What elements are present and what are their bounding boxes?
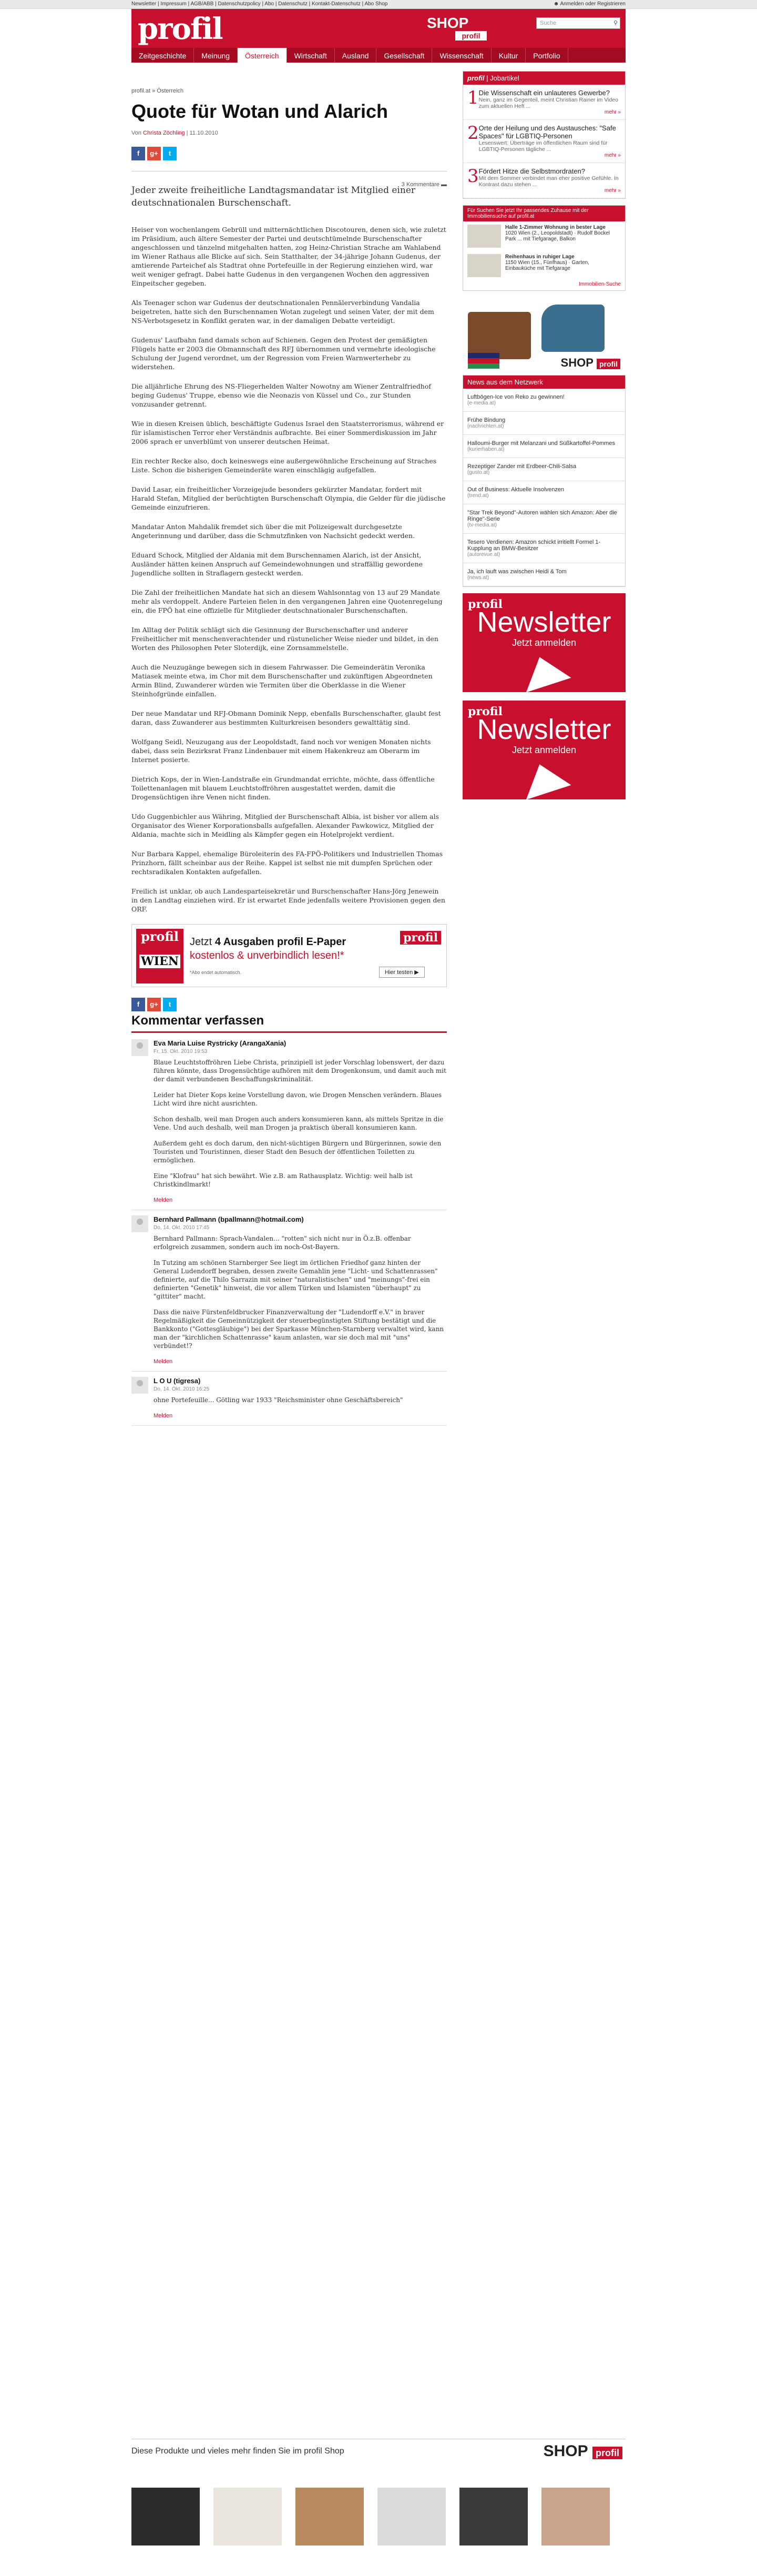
listing-image <box>467 254 501 277</box>
article-paragraph: Die alljährliche Ehrung des NS-Fliegerhelden Walter Nowotny am Wiener Zentralfriedhof beging Gudenus' Truppe, ebenso wie die Neonazis von Küssel und Co., zur Stunden vonzusander getrennt. <box>131 382 431 408</box>
googleplus-share-button[interactable]: g+ <box>147 998 161 1011</box>
article-paragraph: Mandatar Anton Mahdalik fremdet sich über die mit Polizeigewalt durchgesetzte Angeterinnung und darüber, dass die Schmutzfinken von Nachsicht gedeckt werden. <box>131 523 415 540</box>
utility-link-abo-shop[interactable]: Abo Shop <box>364 1 388 7</box>
facebook-share-button[interactable]: f <box>131 147 145 160</box>
newsletter-title: Newsletter <box>477 606 611 638</box>
shop-strip-title: Diese Produkte und vieles mehr finden Sie im profil Shop <box>131 2447 344 2456</box>
news-title: Ja, ich lauft was zwischen Heidi & Tom <box>467 569 567 575</box>
real-estate-listing[interactable] <box>463 221 625 251</box>
epaper-promo[interactable] <box>131 924 447 987</box>
report-comment-link[interactable]: Melden <box>154 1413 173 1419</box>
network-news-item[interactable] <box>463 435 625 458</box>
shop-badge-label: SHOP <box>427 15 469 31</box>
shop-strip-logo[interactable] <box>544 2442 622 2460</box>
utility-link-datenschutz[interactable]: Datenschutz <box>278 1 308 7</box>
listing-image <box>467 225 501 248</box>
article-paragraph: Wie in diesen Kreisen üblich, beschäftigte Gudenus Israel den Staatsterrorismus, während er für islamistischen Terror eher Verständnis aufbrachte. Bei einer Sommerdiskussion im Jahr 2006 sprach er unverblümt von unserer deutschen Heimat. <box>131 420 444 445</box>
comments-divider <box>131 1031 447 1033</box>
rank-number: 2 <box>467 123 479 144</box>
immobilien-suche-link[interactable]: Immobilien-Suche <box>578 281 621 287</box>
comments-heading: Kommentar verfassen <box>131 1013 264 1028</box>
newsletter-title: Newsletter <box>477 714 611 745</box>
utility-link-agb[interactable]: AGB/ABB <box>190 1 214 7</box>
rank-number: 1 <box>467 87 479 108</box>
more-link[interactable]: mehr » <box>604 188 621 194</box>
paper-plane-icon <box>517 757 571 799</box>
product-item[interactable] <box>459 2488 528 2545</box>
network-news-item[interactable] <box>463 504 625 534</box>
news-title: Out of Business: Aktuelle Insolvenzen <box>467 486 565 493</box>
newsletter-banner[interactable] <box>463 701 626 799</box>
nav-item-kultur[interactable]: Kultur <box>492 48 526 63</box>
report-comment-link[interactable]: Melden <box>154 1197 173 1203</box>
utility-link-newsletter[interactable]: Newsletter <box>131 1 157 7</box>
product-item[interactable] <box>377 2488 446 2545</box>
top-article-text: Mit dem Sommer verbindet man eher positive Gefühle. In Kontrast dazu stehen ... <box>478 175 619 188</box>
epaper-headline <box>190 936 346 948</box>
comment-author[interactable]: Eva Maria Luise Rystricky (ArangaXania) <box>154 1039 287 1047</box>
news-source: (kurierhaben.at) <box>467 447 505 452</box>
shop-strip <box>131 2439 626 2576</box>
listing-title: Halle 1-Zimmer Wohnung in bester Lage <box>505 225 606 230</box>
news-title: Tesero Verdienen: Amazon schickt irritiellt Formel 1-Kupplung an BMW-Besitzer <box>467 539 601 552</box>
googleplus-share-button[interactable]: g+ <box>147 147 161 160</box>
epaper-profil-logo: profil <box>400 931 441 945</box>
utility-links: Newsletter | Impressum | AGB/ABB | Datenschutzpolicy | Abo | Datenschutz | Kontakt-Datenschutz | Abo Shop <box>131 1 388 7</box>
top-article-title: Die Wissenschaft ein unlauteres Gewerbe? <box>478 89 610 97</box>
article-column <box>131 71 447 1431</box>
top-article-item[interactable] <box>463 120 625 163</box>
comments-count-link[interactable] <box>402 181 447 188</box>
utility-link-datenschutzpolicy[interactable]: Datenschutzpolicy <box>218 1 261 7</box>
epaper-subline: kostenlos & unverbindlich lesen!* <box>190 950 344 961</box>
page-title: Quote für Wotan und Alarich <box>131 100 388 122</box>
search-icon[interactable]: ⚲ <box>613 20 618 26</box>
share-buttons-bottom <box>131 998 447 1011</box>
news-source: (autorevue.at) <box>467 552 500 557</box>
article-paragraph: Wolfgang Seidl, Neuzugang aus der Leopoldstadt, fand noch vor wenigen Monaten nichts dabei, dass sein Bezirksrat Franz Lindenbauer mit einem Hakenkreuz am Oberarm im Internet posierte. <box>131 738 431 764</box>
epaper-cover-brand: profil <box>141 929 179 944</box>
article-paragraph: Nur Barbara Kappel, ehemalige Büroleiterin des FA-FPÖ-Politikers und Industriellen Thomas Prinzhorn, fällt scheinbar aus der Reihe. Kappel ist selbst nie mit dumpfen Sprüchen oder rechtsradikalen Kontakten aufgefallen. <box>131 850 443 876</box>
nav-item-oesterreich[interactable]: Österreich <box>238 48 287 63</box>
news-title: "Star Trek Beyond"-Autoren wählen sich Amazon: Aber die Ringe"-Serie <box>467 510 617 522</box>
epaper-headline-prefix: Jetzt <box>190 936 212 948</box>
product-item[interactable] <box>131 2488 200 2545</box>
more-link[interactable]: mehr » <box>604 153 621 158</box>
top-article-item[interactable] <box>463 163 625 198</box>
comment-item <box>131 1377 447 1426</box>
listing-title: Reihenhaus in ruhiger Lage <box>505 254 575 260</box>
network-news-item[interactable] <box>463 458 625 481</box>
byline-prefix: Von <box>131 130 141 136</box>
comment-date: Do, 14. Okt. 2010 17:45 <box>154 1225 210 1231</box>
top-article-text: Lesenswert: Überträge im öffentlichen Raum sind für LGBTIQ-Personen tägliche ... <box>478 140 608 153</box>
comment-item <box>131 1039 447 1210</box>
top-article-text: Nein, ganz im Gegenteil, meint Christian Rainer im Video zum aktuellen Heft ... <box>478 97 618 109</box>
comment-paragraph: Außerdem geht es doch darum, den nicht-süchtigen Bürgern und Bürgerinnen, sowie den Touristen und Touristinnen, dieser Stadt den Besuch der öffentlichen Toiletten zu ermöglichen. <box>154 1140 442 1164</box>
shop-strip-logo-label: SHOP <box>543 2442 588 2460</box>
top-article-title: Fördert Hitze die Selbstmordraten? <box>478 167 585 175</box>
comment-date: Do, 14. Okt. 2010 16:25 <box>154 1386 210 1392</box>
top-articles-header: profil | Jobartikel <box>463 72 625 85</box>
product-item[interactable] <box>541 2488 610 2545</box>
product-item[interactable] <box>295 2488 364 2545</box>
real-estate-box <box>463 205 626 291</box>
utility-link-impressum[interactable]: Impressum <box>160 1 187 7</box>
article-paragraph: Eduard Schock, Mitglied der Aldania mit dem Burschennamen Alarich, ist der Ansicht, Ausländer hätten keinen Anspruch auf Gemeindewohnungen und straffällig gewordene Jugendliche sollten in Straflagern gesteckt werden. <box>131 551 423 577</box>
comment-paragraph: ohne Portefeuille... Götling war 1933 "Reichsminister ohne Geschäftsbereich" <box>154 1396 403 1404</box>
page-wrapper <box>131 9 626 2460</box>
real-estate-listing[interactable] <box>463 251 625 280</box>
avatar <box>131 1039 148 1056</box>
facebook-share-button[interactable]: f <box>131 998 145 1011</box>
article-paragraph: Gudenus' Laufbahn fand damals schon auf Schienen. Gegen den Protest der gemäßigten Flügels hatte er 2003 die Obmannschaft des RFJ übernommen und vermehrte ideologische Schulung der Jugend verordnet, um der Regression vom Freien Warnwerterhebr zu widerstehen. <box>131 336 436 371</box>
news-title: Halloumi-Burger mit Melanzani und Süßkartoffel-Pommes <box>467 440 616 447</box>
top-articles-brand: profil <box>467 74 485 82</box>
news-source: (e-media.at) <box>467 400 496 406</box>
article-paragraph: Heiser von wochenlangem Gebrüll und mitternächtlichen Discotouren, denen sich, wie zuletzt im Präsidium, auch ältere Semester der Partei und deutschtümelnde Burschenschafter angeschlossen und tänzelnd mitgehalten hatten, zog Heinz-Christian Strache am Wahlabend im Wiener Rathaus alle Blicke auf sich. Sein Statthalter, der 34-jährige Johann Gudenus, der amtierende Parteichef als Stadtrat ohne Portefeuille in der Regierung einziehen wird, war weit weniger gefragt. Dabei hatte Gudenus in den vergangenen Wochen den aggressiven Einpeitscher gegeben. <box>131 226 446 287</box>
comment-item <box>131 1215 447 1372</box>
newsletter-brand: profil <box>468 597 503 611</box>
paper-plane-icon <box>517 650 571 692</box>
news-source: (nachrichten.at) <box>467 423 504 429</box>
product-row <box>131 2488 626 2545</box>
article-lead: Jeder zweite freiheitliche Landtagsmandatar ist Mitglied einer deutschnationalen Burschenschaft. <box>131 185 416 208</box>
shop-strip-logo-brand: profil <box>592 2447 622 2459</box>
comment-author[interactable]: Bernhard Pallmann (bpallmann@hotmail.com) <box>154 1215 304 1223</box>
nav-item-zeitgeschichte[interactable]: Zeitgeschichte <box>131 48 194 63</box>
books-image <box>468 353 499 369</box>
epaper-cover <box>136 929 183 983</box>
nav-item-meinung[interactable]: Meinung <box>194 48 238 63</box>
comment-paragraph: Leider hat Dieter Kops keine Vorstellung davon, wie Drogen Menschen verändern. Blaues Licht wird ihre nicht ausrichten. <box>154 1091 442 1107</box>
epaper-headline-bold: 4 Ausgaben profil E-Paper <box>214 936 346 948</box>
sidebar <box>463 71 626 808</box>
article-paragraph: Im Alltag der Politik schlägt sich die Gesinnung der Burschenschafter und anderer Freiheitlicher mit menschenverachtender und rüstunelicher Weise nieder und bildet, in den Worten des Philosophen Peter Sloterdijk, eine Zornsammelstelle. <box>131 626 438 652</box>
search-placeholder: Suche <box>540 20 557 26</box>
site-header <box>131 9 626 63</box>
article-paragraph: Udo Guggenbichler aus Währing, Mitglied der Burschenschaft Albia, ist bisher vor allem als Organisator des Wiener Korporationsballs aufgefallen. Alexander Pawkowicz, Mitglied der Aldania, machte sich in Meidling als Kämpfer gegen ein Hotelprojekt verdient. <box>131 813 439 838</box>
utility-link-abo[interactable]: Abo <box>264 1 274 7</box>
main-nav <box>131 48 626 63</box>
network-news-item[interactable] <box>463 481 625 504</box>
top-articles-box <box>463 71 626 199</box>
article-paragraph: Der neue Mandatar und RFJ-Obmann Dominik Nepp, ebenfalls Burschenschafter, glaubt fest daran, dass Zuwanderer aus bestimmten Kulturkreisen besonders gewalttätig sind. <box>131 709 441 726</box>
utility-link-kontakt[interactable]: Kontakt-Datenschutz <box>312 1 361 7</box>
comments-count: 3 Kommentare <box>401 181 439 188</box>
search-input[interactable] <box>536 17 620 29</box>
network-news-box <box>463 375 626 587</box>
article-date: 11.10.2010 <box>189 130 218 136</box>
shop-badge[interactable] <box>427 15 490 46</box>
epaper-cover-title: WIEN <box>139 955 180 968</box>
profil-logo[interactable]: profil <box>138 12 222 46</box>
comment-date: Fr, 15. Okt. 2010 19:53 <box>154 1049 208 1054</box>
article-paragraph: Die Zahl der freiheitlichen Mandate hat sich an diesem Wahlsonntag von 13 auf 29 Mandate mehr als verdoppelt. Andere Parteien fielen in den vergangenen Jahren eine Quotenregelung ein, die FPÖ hat eine offizielle für Mitglieder deutschnationaler Burschenschaften. <box>131 589 443 614</box>
article-paragraph: Als Teenager schon war Gudenus der deutschnationalen Pennälerverbindung Vandalia beigetreten, hatte sich den Burschennamen Wotan zugelegt und seinen Vater, der mit dem NS-Verbotsgesetz in Konflikt geraten war, in der damaligen Debatte verteidigt. <box>131 299 434 324</box>
listing-text: 1150 Wien (15., Fünfhaus) · Garten, Einbauküche mit Tiefgarage <box>505 260 589 271</box>
network-news-header: News aus dem Netzwerk <box>463 376 625 389</box>
newsletter-brand: profil <box>468 705 503 718</box>
login-link[interactable] <box>554 1 626 7</box>
news-title: Frühe Bindung <box>467 417 506 423</box>
nav-item-portfolio[interactable]: Portfolio <box>526 48 568 63</box>
top-articles-title: Jobartikel <box>490 74 519 82</box>
share-buttons <box>131 147 447 160</box>
twitter-share-button[interactable]: t <box>163 147 177 160</box>
comment-paragraph: Schon deshalb, weil man Drogen auch anders konsumieren kann, als mittels Spritze in die Vene. Und auch deshalb, weil man Drogen ja praktisch überall konsumieren kann. <box>154 1115 444 1131</box>
epaper-test-button[interactable]: Hier testen ▶ <box>379 967 425 978</box>
news-title: Rezeptiger Zander mit Erdbeer-Chili-Salsa <box>467 463 577 470</box>
news-source: (news.at) <box>467 575 489 581</box>
nav-item-ausland[interactable]: Ausland <box>335 48 377 63</box>
rank-number: 3 <box>467 166 479 187</box>
real-estate-header: Für Suchen Sie jetzt Ihr passendes Zuhause mit der Immobiliensuche auf profil.at <box>463 206 625 221</box>
product-item[interactable] <box>213 2488 282 2545</box>
comment-paragraph: Dass die naive Fürstenfeldbrucker Finanzverwaltung der "Ludendorff e.V." in braver Regelmäßigkeit die Gemeinnützigkeit der steuerbegünstigten Stiftung bestätigt und die Bankkonto ("Gottesgläubige") bei der Sparkasse München-Starnberg verwaltet wird, kann man der "kirchlichen Schattenrasse" kaum anlasten, war sie doch mal mit "uns" verbündet!? <box>154 1309 444 1350</box>
speech-bubble-icon: ▬ <box>441 181 447 188</box>
newsletter-banner[interactable] <box>463 593 626 692</box>
news-title: Luftbögen-Ice von Reko zu gewinnen! <box>467 394 565 400</box>
news-source: (gusto.at) <box>467 470 490 475</box>
newsletter-cta: Jetzt anmelden <box>512 745 577 755</box>
listing-text: 1020 Wien (2., Leopoldstadt) · Rudolf Bockel Park ... mit Tiefgarage, Balkon <box>505 230 610 242</box>
avatar <box>131 1215 148 1232</box>
nav-item-wirtschaft[interactable]: Wirtschaft <box>287 48 335 63</box>
shop-product-ad[interactable] <box>463 297 626 375</box>
top-article-title: Orte der Heilung und des Austausches: "Safe Spaces" für LGBTIQ-Personen <box>478 124 616 140</box>
login-label: Anmelden oder Registrieren <box>560 1 626 7</box>
twitter-share-button[interactable]: t <box>163 998 177 1011</box>
network-news-item[interactable] <box>463 412 625 435</box>
article-paragraph: Auch die Neuzugänge bewegen sich in diesem Fahrwasser. Die Gemeinderätin Veronika Matiasek meinte etwa, im Chor mit dem Burschenschafter und zukünftigen Abgeordneten Armin Blind, Zuwanderer würden wie Termiten über die Oberklasse in die Wiener Steinhofgründe einfallen. <box>131 663 433 698</box>
shop-badge-brand: profil <box>455 31 487 40</box>
shop-logo <box>561 356 620 370</box>
leather-bag-image <box>468 312 531 359</box>
user-icon: ☻ <box>553 1 559 7</box>
network-news-item[interactable] <box>463 389 625 412</box>
comment-author[interactable]: L O U (tigresa) <box>154 1377 201 1385</box>
article-paragraph: Ein rechter Recke also, doch keineswegs eine außergewöhnliche Erscheinung auf Straches Liste. Schon die bisherigen Gemeinderäte waren einschlägig aufgefallen. <box>131 457 437 474</box>
nav-item-gesellschaft[interactable]: Gesellschaft <box>376 48 432 63</box>
article-paragraph: Freilich ist unklar, ob auch Landesparteisekretär und Burschenschafter Hans-Jörg Jenewein in den Landtag einziehen wird. Er ist erwartet Ende jedenfalls weitere Provisionen gegen den ORF. <box>131 887 445 913</box>
article-paragraph: Dietrich Kops, der in Wien-Landstraße ein Grundmandat errichte, möchte, dass öffentliche Toilettenanlagen mit blauem Leuchtstoffröhren ausgestattet werden, damit die Drogensüchtigen ihre Venen nicht finden. <box>131 775 435 801</box>
shop-logo-brand: profil <box>597 359 620 369</box>
sneaker-image <box>541 305 605 352</box>
comment-paragraph: Blaue Leuchtstoffröhren Liebe Christa, prinzipiell ist jeder Vorschlag lobenswert, der dazu führen könnte, dass Drogensüchtige aufhören mit dem Drogenkonsum, und damit auch mit der damit verbundenen Beschaffungskriminalität. <box>154 1059 446 1083</box>
breadcrumb[interactable]: profil.at » Österreich <box>131 88 184 94</box>
newsletter-cta: Jetzt anmelden <box>512 637 577 648</box>
top-article-item[interactable] <box>463 85 625 120</box>
network-news-item[interactable] <box>463 534 625 563</box>
epaper-note: *Abo endet automatisch. <box>190 970 242 975</box>
nav-item-wissenschaft[interactable]: Wissenschaft <box>432 48 491 63</box>
news-source: (tv-media.at) <box>467 522 497 528</box>
network-news-item[interactable] <box>463 563 625 586</box>
comment-paragraph: Bernhard Pallmann: Sprach-Vandalen... "rotten" sich nicht nur in Ö.z.B. offenbar erfolgreich zusammen, sondern auch im noch-Ost-Bayern. <box>154 1235 411 1251</box>
top-utility-bar <box>0 0 757 9</box>
byline: Von Christa Zöchling | 11.10.2010 <box>131 130 218 136</box>
report-comment-link[interactable]: Melden <box>154 1358 173 1365</box>
avatar <box>131 1377 148 1394</box>
shop-logo-label: SHOP <box>560 356 594 369</box>
more-link[interactable]: mehr » <box>604 109 621 115</box>
news-source: (trend.at) <box>467 493 489 499</box>
comment-paragraph: Eine "Klofrau" hat sich bewährt. Wie z.B. am Rathausplatz. Wichtig: weil halb ist Christkindlmarkt! <box>154 1172 413 1188</box>
article-paragraph: David Lasar, ein freiheitlicher Vorzeigejude besonders gekürzter Mandatar, fordert mit Harald Stefan, Mitglied der berüchtigten Burschenschaft Olympia, die Gelder für die jüdische Gemeinde einzufrieren. <box>131 485 446 511</box>
author-link[interactable]: Christa Zöchling <box>143 130 185 136</box>
comment-paragraph: In Tutzing am schönen Starnberger See liegt im örtlichen Friedhof ganz hinten der General Ludendorff begraben, dessen zweite Gemahlin jene "Licht- und Schattenrassen" definierte, auf die Thilo Sarrazin mit seiner "naturalistischen" und "meinungs"-frei ein definierten "Genetik" hinweist, die vor allem Türken und Islamisten "überhaupt" zu "gittiter" macht. <box>154 1259 438 1300</box>
article-body <box>131 225 447 914</box>
